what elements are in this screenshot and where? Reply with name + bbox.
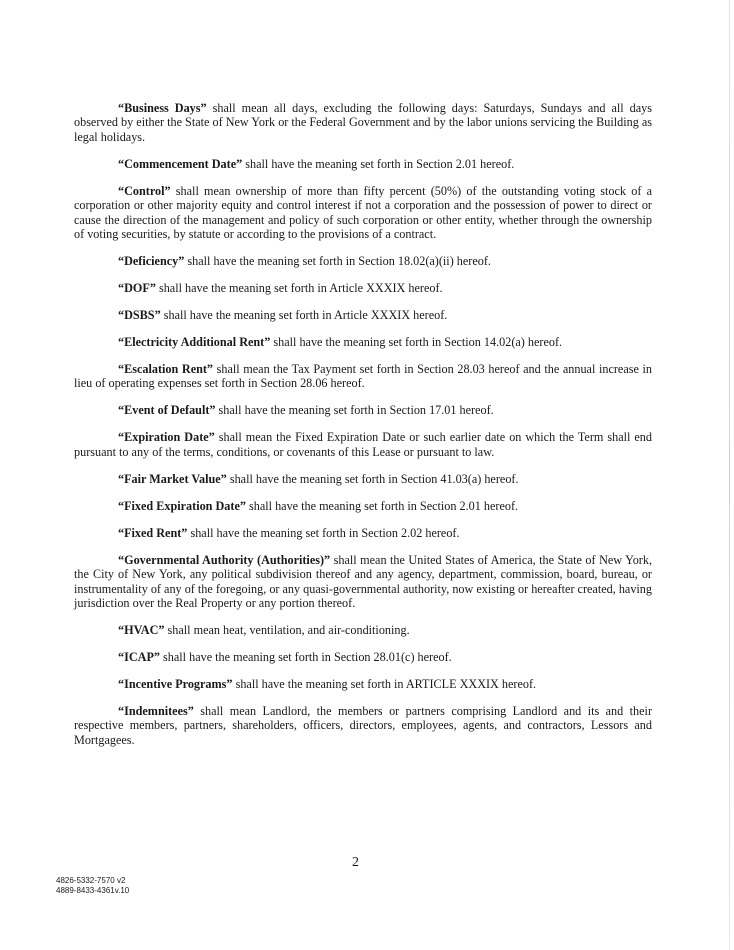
definition-term: “Control” xyxy=(118,183,171,198)
definition-text: shall have the meaning set forth in Article XXXIX hereof. xyxy=(155,281,443,296)
definition-term: “Fixed Rent” xyxy=(118,525,188,540)
definition-text: shall mean ownership of more than fifty percent (50%) of the outstanding voting stock of a corporation or other majority equity and control interest if not a corporation and the possession of power to direct or cause the direction of the management and policy of such corporation or other entity, whether through the ownership of voting securities, by statute or according to the provisions of a contract. xyxy=(74,183,652,242)
definition-term: “Incentive Programs” xyxy=(118,677,233,692)
definition-text: shall have the meaning set forth in Section 14.02(a) hereof. xyxy=(270,335,563,350)
definition-term: “Indemnitees” xyxy=(118,704,194,719)
definition-term: “Business Days” xyxy=(118,101,207,115)
scan-edge-line xyxy=(729,0,730,950)
definition-business-days xyxy=(74,101,652,144)
definition-term: “Fair Market Value” xyxy=(118,471,227,486)
doc-id-primary: 4826-5332-7570 v2 xyxy=(56,876,126,885)
definition-text: shall mean the Fixed Expiration Date or such earlier date on which the Term shall end pursuant to any of the terms, conditions, or covenants of this Lease or pursuant to law. xyxy=(74,430,652,459)
definition-term: “DSBS” xyxy=(118,308,161,323)
definition-event-of-default xyxy=(74,403,652,417)
definition-term: “Expiration Date” xyxy=(118,430,215,445)
definition-incentive-programs xyxy=(74,677,652,691)
definition-text: shall have the meaning set forth in Section 28.01(c) hereof. xyxy=(159,650,452,665)
definition-fair-market-value xyxy=(74,472,652,486)
definition-text: shall mean all days, excluding the following days: Saturdays, Sundays and all days observed by either the State of New York or the Federal Government and by the labor unions servicing the Building as legal holidays. xyxy=(74,101,652,144)
definition-term: “Deficiency” xyxy=(118,254,185,269)
definition-text: shall have the meaning set forth in Section 2.01 hereof. xyxy=(245,498,519,513)
definition-term: “Fixed Expiration Date” xyxy=(118,498,246,513)
definition-text: shall have the meaning set forth in Section 2.02 hereof. xyxy=(187,525,460,540)
definition-term: “Event of Default” xyxy=(118,403,216,418)
definition-governmental-authority xyxy=(74,553,652,611)
definition-text: shall have the meaning set forth in Section 41.03(a) hereof. xyxy=(226,471,519,486)
definition-commencement-date xyxy=(74,157,652,171)
definition-deficiency xyxy=(74,254,652,268)
definition-indemnitees xyxy=(74,704,652,747)
definition-text: shall have the meaning set forth in ARTICLE XXXIX hereof. xyxy=(232,677,537,692)
definition-term: “Commencement Date” xyxy=(118,156,243,171)
definition-escalation-rent xyxy=(74,362,652,391)
definition-term: “Electricity Additional Rent” xyxy=(118,335,271,350)
definition-fixed-rent xyxy=(74,526,652,540)
definition-expiration-date xyxy=(74,430,652,459)
definition-dof xyxy=(74,281,652,295)
definition-term: “Escalation Rent” xyxy=(118,362,214,377)
definition-term: “ICAP” xyxy=(118,650,160,665)
definition-text: shall have the meaning set forth in Section 17.01 hereof. xyxy=(215,403,494,418)
definition-text: shall mean the Tax Payment set forth in Section 28.03 hereof and the annual increase in lieu of operating expenses set forth in Section 28.06 hereof. xyxy=(74,362,652,391)
definition-text: shall have the meaning set forth in Article XXXIX hereof. xyxy=(160,308,448,323)
definition-term: “DOF” xyxy=(118,281,156,296)
definition-term: “Governmental Authority (Authorities)” xyxy=(118,552,331,567)
definition-term: “HVAC” xyxy=(118,623,165,638)
definition-icap xyxy=(74,650,652,664)
definition-fixed-expiration-date xyxy=(74,499,652,513)
definition-text: shall mean Landlord, the members or partners comprising Landlord and its and their respective members, partners, shareholders, officers, directors, employees, agents, and contractors, Lessors and Mortgagees. xyxy=(74,704,652,747)
definition-control xyxy=(74,184,652,242)
doc-id-secondary: 4889-8433-4361v.10 xyxy=(56,886,130,895)
definition-dsbs xyxy=(74,308,652,322)
page-number: 2 xyxy=(352,855,359,870)
definition-electricity-additional-rent xyxy=(74,335,652,349)
definition-text: shall have the meaning set forth in Section 2.01 hereof. xyxy=(242,156,515,171)
document-footer xyxy=(56,876,129,896)
definition-text: shall have the meaning set forth in Section 18.02(a)(ii) hereof. xyxy=(184,254,491,269)
definitions-list xyxy=(74,101,652,760)
definition-text: shall mean heat, ventilation, and air-conditioning. xyxy=(164,623,410,638)
definition-text: shall mean the United States of America, the State of New York, the City of New York, any political subdivision thereof and any agency, department, commission, board, bureau, or instrumentality of any of the foregoing, or any quasi-governmental authority, now existing or hereafter created, having jurisdiction over the Real Property or any portion thereof. xyxy=(74,552,653,611)
definition-hvac xyxy=(74,623,652,637)
